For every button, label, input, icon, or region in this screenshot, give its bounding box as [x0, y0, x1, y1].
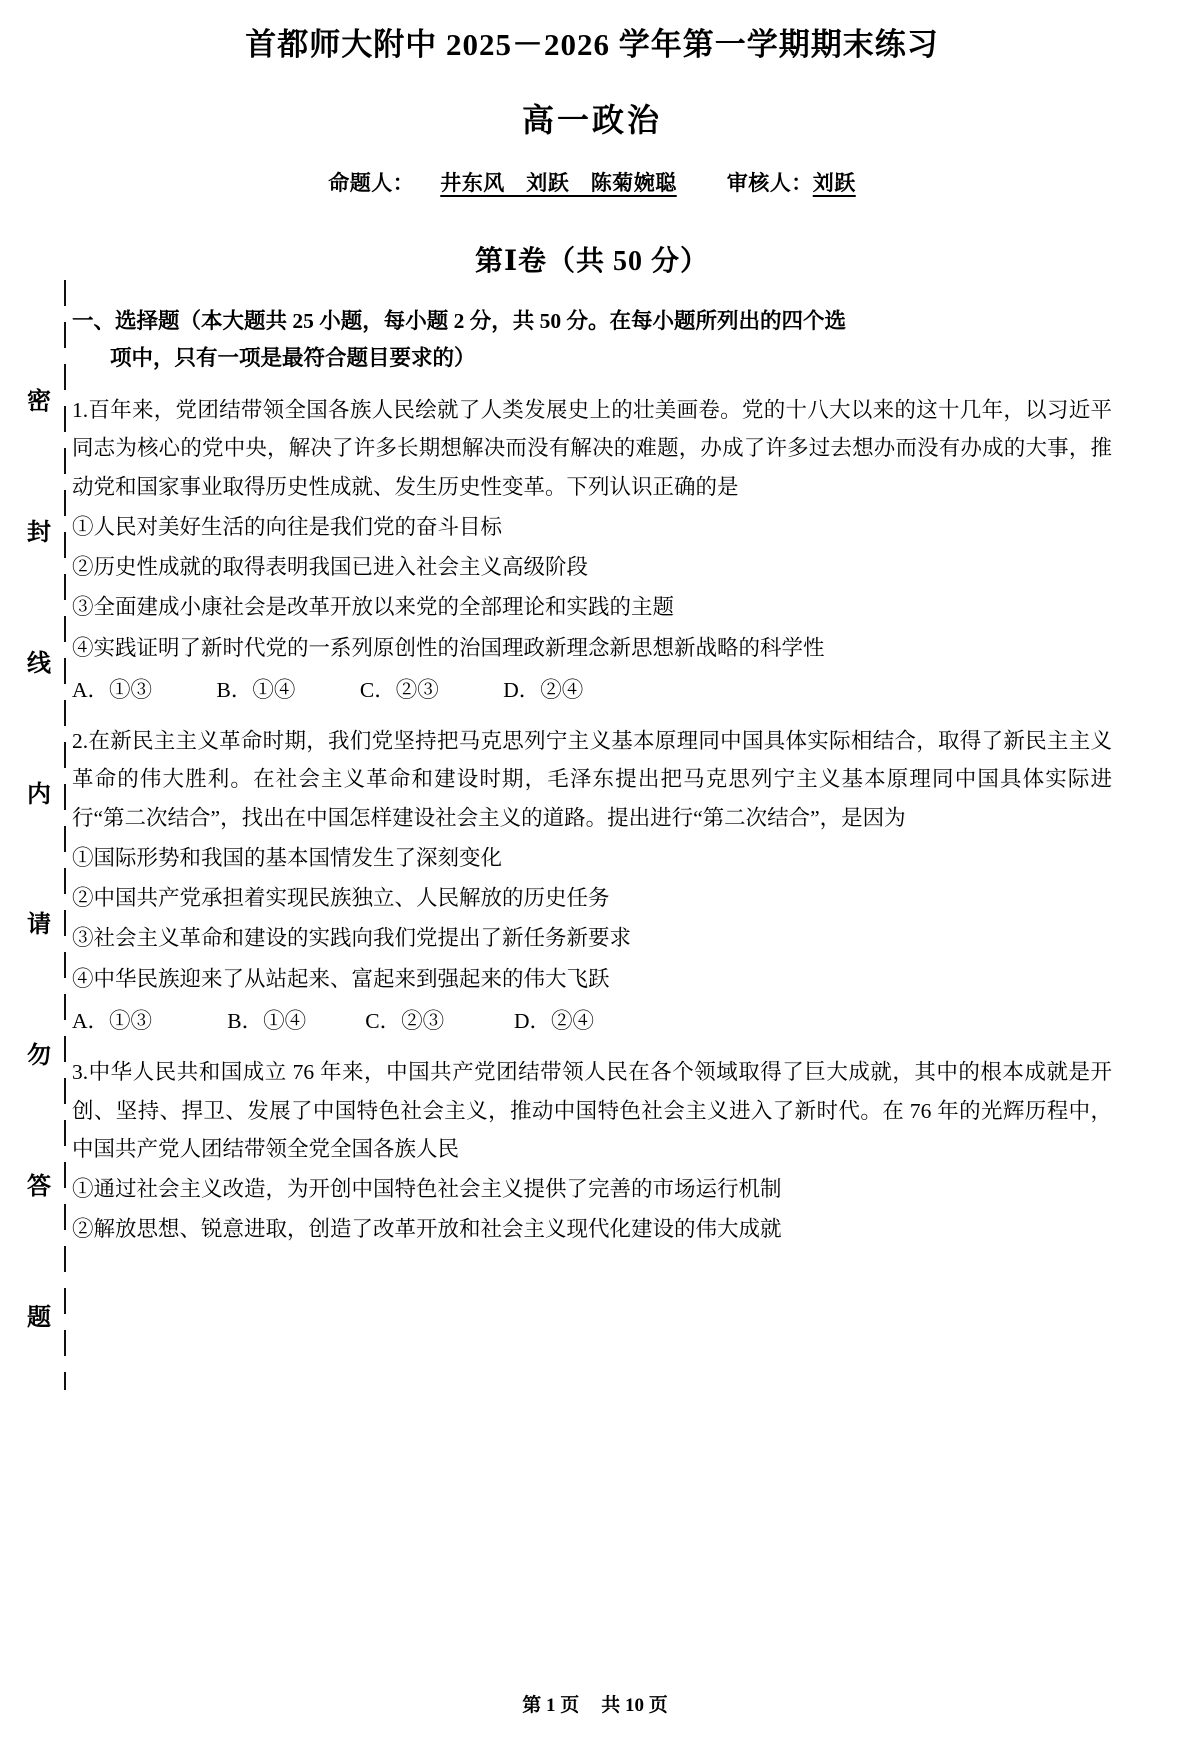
question-option: ②历史性成就的取得表明我国已进入社会主义高级阶段 — [72, 555, 589, 580]
footer-total-pages: 共 10 页 — [601, 1695, 668, 1716]
question-stem: 2.在新民主主义革命时期，我们党坚持把马克思列宁主义基本原理同中国具体实际相结合，取得了新民主主义革命的伟大胜利。在社会主义革命和建设时期，毛泽东提出把马克思列宁主义基本原理同中国具体实际进行“第二次结合”，找出在中国怎样建设社会主义的道路。提出进行“第二次结合”，是因为 — [72, 729, 1112, 830]
byline-names: 井东风 刘跃 陈菊婉聪 — [440, 170, 677, 195]
seal-char-0: 密 — [27, 389, 51, 415]
footer-page-number: 第 1 页 — [522, 1695, 580, 1716]
question-option: ①国际形势和我国的基本国情发生了深刻变化 — [72, 845, 503, 870]
seal-dashed-line — [64, 280, 66, 1390]
seal-char-6: 答 — [27, 1174, 51, 1201]
section-title: 第Ⅰ卷（共 50 分） — [474, 245, 710, 277]
question-option: ①人民对美好生活的向往是我们党的奋斗目标 — [72, 514, 503, 539]
byline-label: 命题人： — [328, 170, 415, 195]
question-option: ①通过社会主义改造，为开创中国特色社会主义提供了完善的市场运行机制 — [72, 1177, 782, 1202]
question-option: ③社会主义革命和建设的实践向我们党提出了新任务新要求 — [72, 926, 632, 951]
question-option: ②中国共产党承担着实现民族独立、人民解放的历史任务 — [72, 886, 610, 911]
page-footer — [0, 1690, 1190, 1717]
question-option: ②解放思想、锐意进取，创造了改革开放和社会主义现代化建设的伟大成就 — [72, 1217, 782, 1242]
instruction-line-1: 一、选择题（本大题共 25 小题，每小题 2 分，共 50 分。在每小题所列出的四个选 — [72, 308, 847, 333]
seal-characters — [18, 280, 60, 1390]
subject-title: 高一政治 — [521, 101, 662, 138]
question-stem: 1.百年来，党团结带领全国各族人民绘就了人类发展史上的壮美画卷。党的十八大以来的这十几年，以习近平同志为核心的党中央，解决了许多长期想解决而没有解决的难题，办成了许多过去想办而没有办成的大事，推动党和国家事业取得历史性成就、发生历史性变革。下列认识正确的是 — [72, 398, 1112, 499]
document-body — [72, 0, 1112, 1249]
page-title: 首都师大附中 2025－2026 学年第一学期期末练习 — [245, 27, 939, 62]
reviewer-label: 审核人： — [726, 170, 813, 195]
seal-char-5: 勿 — [27, 1043, 51, 1070]
question-choices: A．①③ B．①④ C．②③ D．②④ — [72, 1008, 594, 1033]
instruction-line-2: 项中，只有一项是最符合题目要求的） — [110, 346, 476, 371]
reviewer-name: 刘跃 — [812, 170, 856, 195]
seal-char-2: 线 — [27, 650, 51, 677]
seal-line-strip — [18, 280, 64, 1390]
seal-char-7: 题 — [27, 1304, 51, 1331]
question-stem: 3.中华人民共和国成立 76 年来，中国共产党团结带领人民在各个领域取得了巨大成就，其中的根本成就是开创、坚持、捍卫、发展了中国特色社会主义，推动中国特色社会主义进入了新时代。在 76 年的光辉历程中，中国共产党人团结带领全党全国各族人民 — [72, 1060, 1112, 1161]
seal-char-1: 封 — [27, 519, 51, 546]
question-option: ④实践证明了新时代党的一系列原创性的治国理政新理念新思想新战略的科学性 — [72, 635, 825, 660]
question-option: ③全面建成小康社会是改革开放以来党的全部理论和实践的主题 — [72, 595, 675, 620]
seal-char-3: 内 — [27, 781, 51, 808]
byline — [72, 167, 1112, 197]
seal-char-4: 请 — [27, 912, 51, 939]
instruction-block — [72, 303, 1112, 378]
question-choices: A．①③ B．①④ C．②③ D．②④ — [72, 677, 584, 702]
question-option: ④中华民族迎来了从站起来、富起来到强起来的伟大飞跃 — [72, 966, 610, 991]
